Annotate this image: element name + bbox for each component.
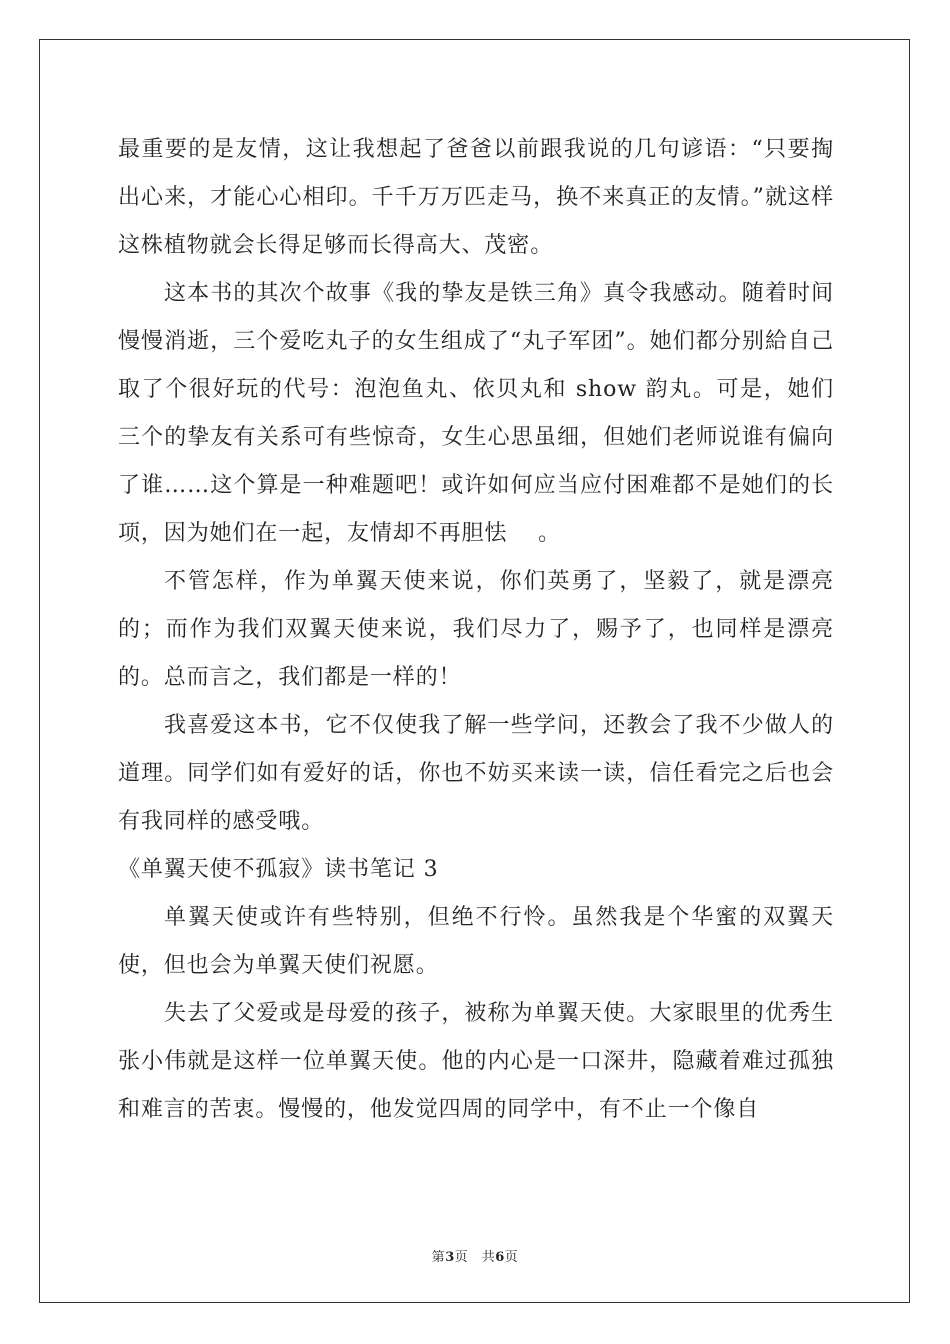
paragraph-book-recommendation: 我喜爱这本书，它不仅使我了解一些学问，还教会了我不少做人的道理。同学们如有爱好的话，你也不妨买来读一读，信任看完之后也会有我同样的感受哦。 [118,713,834,834]
paragraph-single-wing-angel: 单翼天使或许有些特别，但绝不行怜。虽然我是个华蜜的双翼天使，但也会为单翼天使们祝愿。 [118,905,834,978]
paragraph-iron-triangle-story: 这本书的其次个故事《我的挚友是铁三角》真令我感动。随着时间慢慢消逝，三个爱吃丸子的女生组成了“丸子军团”。她们都分别給自己取了个很好玩的代号：泡泡鱼丸、依贝丸和 show 韵丸。可是，她们三个的挚友有关系可有些惊奇，女生心思虽细，但她们老师说谁有偏向了谁……这个算是一种难题吧！或许如何应当应付困难都不是她们的长项，因为她们在一起，友情却不再胆怯 。 [118,281,834,546]
page-footer [0,1246,950,1265]
current-page-number: 3 [445,1250,455,1265]
footer-suffix: 页 [504,1250,519,1265]
paragraph-friendship-proverb: 最重要的是友情，这让我想起了爸爸以前跟我说的几句谚语：“只要掏出心来，才能心心相印。千千万万匹走马，换不来真正的友情。”就这样这株植物就会长得足够而长得高大、茂密。 [118,137,834,258]
paragraph-zhang-xiaowei: 失去了父爱或是母爱的孩子，被称为单翼天使。大家眼里的优秀生张小伟就是这样一位单翼天使。他的内心是一口深井，隐藏着难过孤独和难言的苦衷。慢慢的，他发觉四周的同学中，有不止一个像自 [118,1001,834,1122]
document-body [118,126,834,1134]
footer-prefix: 第 [431,1250,446,1265]
paragraph-angels-comparison: 不管怎样，作为单翼天使来说，你们英勇了，坚毅了，就是漂亮的；而作为我们双翼天使来说，我们尽力了，赐予了，也同样是漂亮的。总而言之，我们都是一样的！ [118,569,834,690]
total-page-count: 6 [495,1250,505,1265]
footer-middle: 页 共 [454,1250,496,1265]
section-heading-reading-note-3: 《单翼天使不孤寂》读书笔记 3 [118,857,439,882]
